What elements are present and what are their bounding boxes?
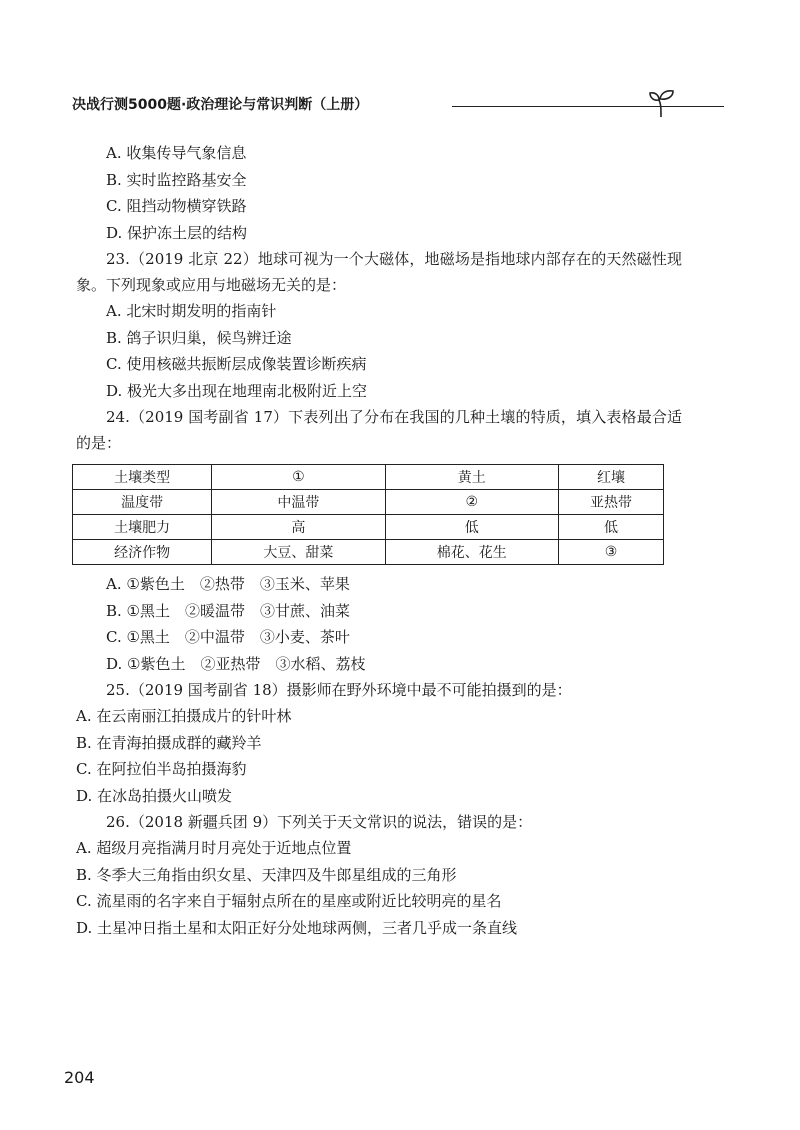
option-c: C. 阻挡动物横穿铁路 — [106, 197, 247, 215]
page-content — [76, 140, 682, 941]
question-stem: 25.（2019 国考副省 18）摄影师在野外环境中最不可能拍摄到的是： — [106, 681, 572, 699]
table-cell: 棉花、花生 — [385, 540, 558, 565]
option-b: B. 实时监控路基安全 — [106, 170, 247, 189]
table-cell: 红壤 — [558, 465, 663, 490]
option-a: A. ①紫色土 ②热带 ③玉米、苹果 — [106, 575, 350, 593]
option-c: C. 使用核磁共振断层成像装置诊断疾病 — [106, 355, 367, 373]
option-a: A. 超级月亮指满月时月亮处于近地点位置 — [76, 839, 352, 857]
option-d: D. 土星冲日指土星和太阳正好分处地球两侧，三者几乎成一条直线 — [76, 918, 518, 937]
option-c: C. ①黑土 ②中温带 ③小麦、茶叶 — [106, 628, 350, 646]
option-a: A. 收集传导气象信息 — [106, 144, 247, 162]
option-b: B. 在青海拍摄成群的藏羚羊 — [76, 733, 262, 752]
option-d: D. 极光大多出现在地理南北极附近上空 — [106, 381, 368, 400]
table-cell: 低 — [385, 515, 558, 540]
table-cell: 土壤类型 — [73, 465, 212, 490]
soil-table — [72, 464, 664, 565]
question-26 — [76, 809, 682, 941]
running-header — [72, 94, 682, 118]
header-rule — [452, 106, 724, 107]
option-d: D. 在冰岛拍摄火山喷发 — [76, 786, 233, 805]
option-b: B. 鸽子识归巢，候鸟辨迁途 — [106, 328, 292, 347]
table-cell: 高 — [212, 515, 385, 540]
option-b: B. 冬季大三角指由织女星、天津四及牛郎星组成的三角形 — [76, 865, 457, 884]
option-c: C. 在阿拉伯半岛拍摄海豹 — [76, 760, 247, 778]
table-cell: ② — [385, 490, 558, 515]
header-title: 决战行测5000题·政治理论与常识判断（上册） — [72, 94, 374, 116]
table-cell: 土壤肥力 — [73, 515, 212, 540]
table-row — [73, 540, 664, 565]
table-cell: 经济作物 — [73, 540, 212, 565]
table-cell: 大豆、甜菜 — [212, 540, 385, 565]
question-25 — [76, 677, 682, 809]
table-cell: 亚热带 — [558, 490, 663, 515]
table-cell: 中温带 — [212, 490, 385, 515]
page-number: 204 — [64, 1068, 95, 1087]
table-cell: 低 — [558, 515, 663, 540]
question-23 — [76, 246, 682, 404]
question-stem: 23.（2019 北京 22）地球可视为一个大磁体，地磁场是指地球内部存在的天然磁性现象。下列现象或应用与地磁场无关的是： — [76, 250, 682, 294]
sprout-icon — [648, 88, 676, 118]
table-row — [73, 490, 664, 515]
option-d: D. ①紫色土 ②亚热带 ③水稻、荔枝 — [106, 654, 366, 673]
question-24 — [76, 404, 682, 677]
option-a: A. 在云南丽江拍摄成片的针叶林 — [76, 707, 292, 725]
table-cell: ① — [212, 465, 385, 490]
option-b: B. ①黑土 ②暖温带 ③甘蔗、油菜 — [106, 601, 351, 620]
table-cell: 黄土 — [385, 465, 558, 490]
table-cell: ③ — [558, 540, 663, 565]
q22-options — [76, 140, 682, 246]
table-cell: 温度带 — [73, 490, 212, 515]
option-c: C. 流星雨的名字来自于辐射点所在的星座或附近比较明亮的星名 — [76, 892, 502, 910]
question-stem: 24.（2019 国考副省 17）下表列出了分布在我国的几种土壤的特质，填入表格最合适的是： — [76, 408, 682, 452]
table-row — [73, 515, 664, 540]
table-row — [73, 465, 664, 490]
question-stem: 26.（2018 新疆兵团 9）下列关于天文常识的说法，错误的是： — [106, 813, 533, 831]
option-d: D. 保护冻土层的结构 — [106, 223, 248, 242]
option-a: A. 北宋时期发明的指南针 — [106, 302, 277, 320]
